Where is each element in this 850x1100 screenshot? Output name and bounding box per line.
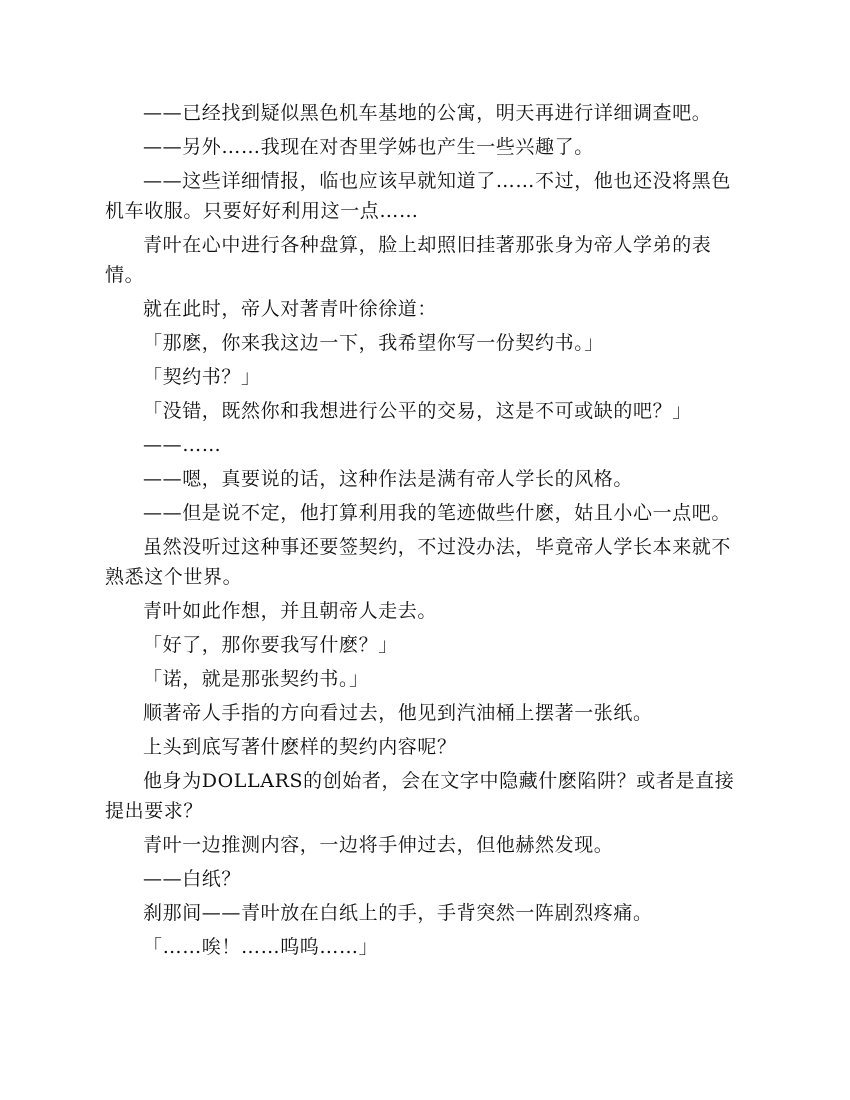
paragraph: ——……	[143, 434, 222, 456]
paragraph: 青叶一边推测内容，一边将手伸过去，但他赫然发现。	[143, 834, 614, 856]
paragraph: 就在此时，帝人对著青叶徐徐道：	[143, 298, 438, 320]
paragraph: ——已经找到疑似黑色机车基地的公寓，明天再进行详细调查吧。	[143, 102, 712, 124]
paragraph: 青叶如此作想，并且朝帝人走去。	[143, 600, 438, 622]
paragraph: 「没错，既然你和我想进行公平的交易，这是不可或缺的吧？」	[143, 400, 692, 422]
paragraph: ——嗯，真要说的话，这种作法是满有帝人学长的风格。	[143, 468, 634, 490]
paragraph: 顺著帝人手指的方向看过去，他见到汽油桶上摆著一张纸。	[143, 702, 653, 724]
paragraph: ——这些详细情报，临也应该早就知道了……不过，他也还没将黑色机车收服。只要好好利用这一点……	[105, 170, 732, 222]
paragraph: 青叶在心中进行各种盘算，脸上却照旧挂著那张身为帝人学弟的表情。	[105, 234, 712, 286]
paragraph: 「……唉！……呜呜……」	[143, 936, 379, 958]
paragraph: ——白纸？	[143, 868, 242, 890]
paragraph: 刹那间——青叶放在白纸上的手，手背突然一阵剧烈疼痛。	[143, 902, 653, 924]
paragraph: 虽然没听过这种事还要签契约，不过没办法，毕竟帝人学长本来就不熟悉这个世界。	[105, 536, 732, 588]
paragraph: ——另外……我现在对杏里学姊也产生一些兴趣了。	[143, 136, 594, 158]
paragraph: 上头到底写著什麽样的契约内容呢？	[143, 736, 457, 758]
paragraph: 「好了，那你要我写什麽？」	[143, 634, 398, 656]
paragraph: ——但是说不定，他打算利用我的笔迹做些什麽，姑且小心一点吧。	[143, 502, 732, 524]
document-page	[105, 98, 750, 966]
paragraph: 「契约书？」	[143, 366, 261, 388]
paragraph: 他身为DOLLARS的创始者，会在文字中隐藏什麽陷阱？或者是直接提出要求？	[105, 770, 735, 822]
paragraph: 「诺，就是那张契约书。」	[143, 668, 369, 690]
paragraph: 「那麽，你来我这边一下，我希望你写一份契约书。」	[143, 332, 604, 354]
